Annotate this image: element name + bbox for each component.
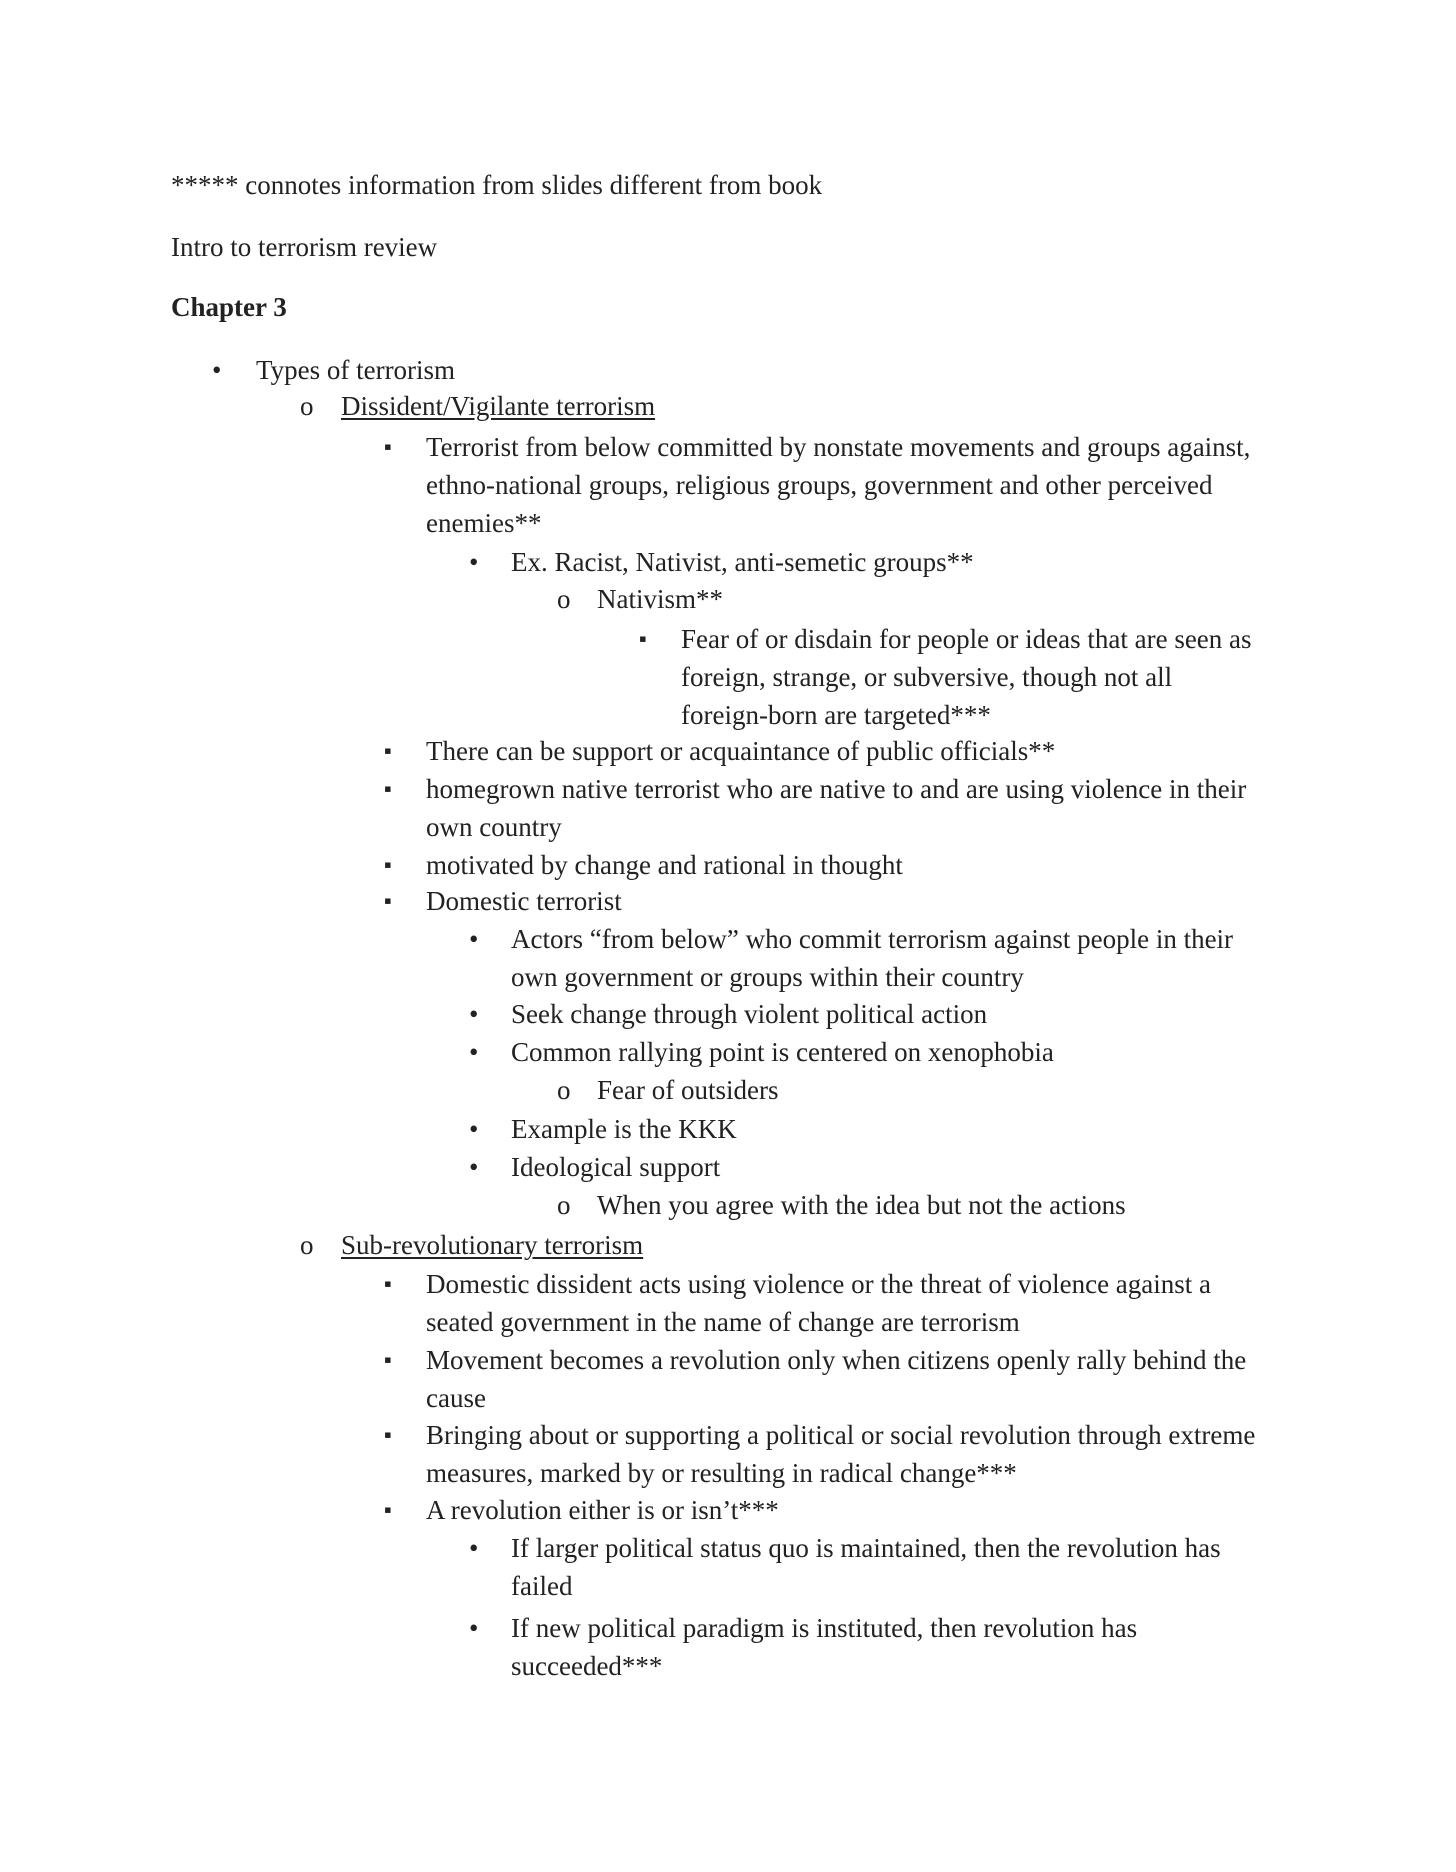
bullet-marker [469, 1148, 478, 1186]
square-marker [384, 846, 392, 884]
bullet-marker [469, 995, 478, 1033]
outline-item [426, 1491, 1256, 1529]
outline-item [511, 1033, 1281, 1071]
outline-item-text: Types of terrorism [256, 355, 456, 385]
outline-item [511, 543, 1271, 581]
outline-item-text: homegrown native terrorist who are native to and are using violence in their own country [426, 774, 1247, 842]
outline-item-text: Movement becomes a revolution only when citizens openly rally behind the cause [426, 1345, 1247, 1413]
square-marker [639, 620, 647, 658]
outline-item-text: Fear of outsiders [597, 1075, 779, 1105]
outline-item-text: Common rallying point is centered on xenophobia [511, 1037, 1054, 1067]
outline-item [426, 732, 1256, 770]
outline-item-text: When you agree with the idea but not the actions [597, 1190, 1126, 1220]
square-marker [384, 882, 392, 920]
outline-item [341, 387, 1291, 425]
outline-item [426, 1265, 1256, 1341]
outline-item [426, 428, 1256, 542]
outline-item-text: Fear of or disdain for people or ideas that are seen as foreign, strange, or subversive, though not all foreign-born are targeted*** [681, 624, 1252, 730]
bullet-marker [469, 920, 478, 958]
square-marker [384, 1416, 392, 1454]
circle-marker [557, 580, 571, 618]
legend-note: ***** connotes information from slides different from book [171, 170, 823, 200]
circle-marker [300, 1226, 314, 1264]
outline-item-text: Domestic terrorist [426, 886, 622, 916]
bullet-marker [469, 1033, 478, 1071]
outline-item-text: Ideological support [511, 1152, 721, 1182]
square-marker [384, 732, 392, 770]
outline-item [426, 770, 1256, 846]
bullet-marker [469, 1529, 478, 1567]
circle-marker [557, 1186, 571, 1224]
document-title: Intro to terrorism review [171, 232, 438, 262]
square-marker [384, 1491, 392, 1529]
square-marker [384, 1341, 392, 1379]
chapter-heading: Chapter 3 [171, 292, 287, 322]
square-marker [384, 428, 392, 466]
outline-item [597, 580, 1297, 618]
outline-item-text: If new political paradigm is instituted, then revolution has succeeded*** [511, 1613, 1138, 1681]
outline-item-text: Example is the KKK [511, 1114, 737, 1144]
outline-item [511, 1110, 1281, 1148]
square-marker [384, 1265, 392, 1303]
outline-item-text: Seek change through violent political action [511, 999, 988, 1029]
outline-item [426, 1341, 1256, 1417]
outline-item-text: Actors “from below” who commit terrorism against people in their own government or groups within their country [511, 924, 1234, 992]
outline-item-text: If larger political status quo is maintained, then the revolution has failed [511, 1533, 1221, 1601]
bullet-marker [469, 543, 478, 581]
outline-item [426, 1416, 1256, 1492]
outline-item [597, 1186, 1297, 1224]
outline-item-text: Ex. Racist, Nativist, anti-semetic groups** [511, 547, 974, 577]
outline-item [511, 920, 1281, 996]
bullet-marker [469, 1609, 478, 1647]
outline-item-text: motivated by change and rational in thought [426, 850, 903, 880]
outline-item-text: Bringing about or supporting a political or social revolution through extreme measures, marked by or resulting in radical change*** [426, 1420, 1256, 1488]
outline-item [511, 1529, 1271, 1605]
outline-item-text: Domestic dissident acts using violence or the threat of violence against a seated government in the name of change are terrorism [426, 1269, 1212, 1337]
outline-item [681, 620, 1261, 734]
bullet-marker [212, 351, 221, 389]
outline-item [511, 995, 1281, 1033]
circle-marker [557, 1071, 571, 1109]
outline-item [256, 351, 1256, 389]
outline-item-text: Nativism** [597, 584, 723, 614]
outline-item-text: Terrorist from below committed by nonstate movements and groups against, ethno-national groups, religious groups, government and other perceived enemies** [426, 432, 1251, 538]
outline-item [511, 1609, 1211, 1685]
outline-item-text: There can be support or acquaintance of public officials** [426, 736, 1056, 766]
outline-item [341, 1226, 1291, 1264]
outline-item-text: A revolution either is or isn’t*** [426, 1495, 779, 1525]
section-heading: Dissident/Vigilante terrorism [341, 391, 656, 421]
outline-item [511, 1148, 1281, 1186]
square-marker [384, 770, 392, 808]
outline-item [426, 846, 1256, 884]
outline-item [597, 1071, 1297, 1109]
circle-marker [300, 387, 314, 425]
section-heading: Sub-revolutionary terrorism [341, 1230, 644, 1260]
outline-item [426, 882, 1256, 920]
bullet-marker [469, 1110, 478, 1148]
